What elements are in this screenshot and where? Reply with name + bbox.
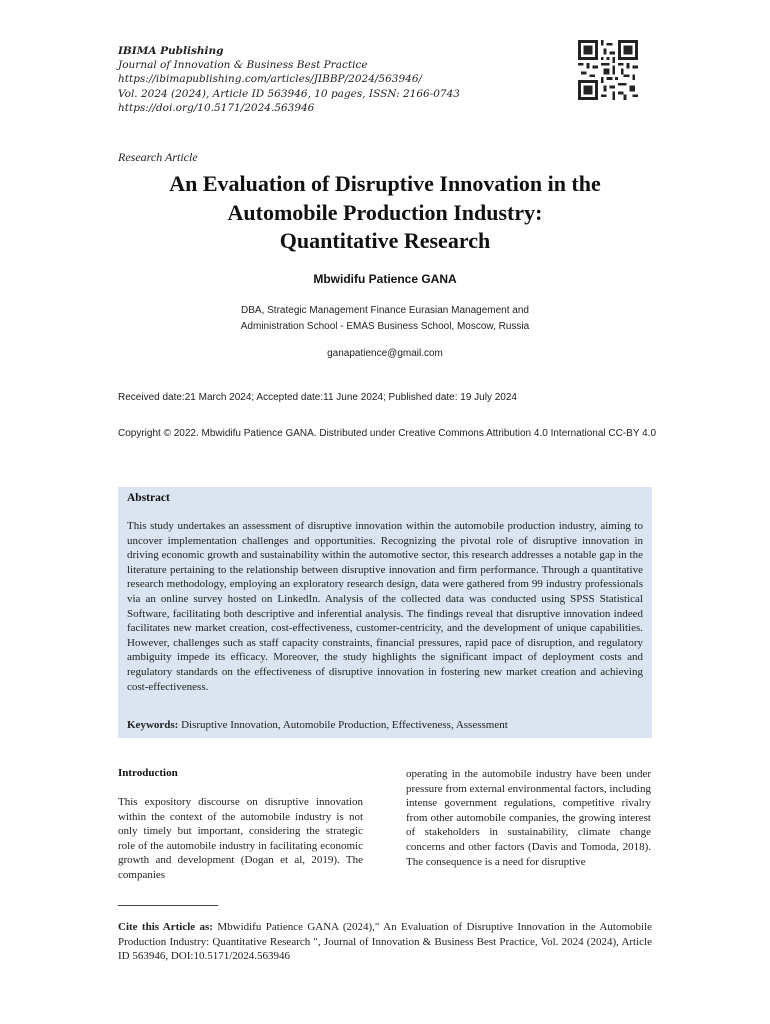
title-line: An Evaluation of Disruptive Innovation in the	[169, 171, 601, 196]
keywords-label: Keywords:	[127, 719, 179, 731]
article-title	[110, 170, 660, 256]
abstract-heading: Abstract	[127, 492, 170, 504]
keywords	[127, 719, 508, 731]
journal-name: Journal of Innovation & Business Best Practice	[118, 59, 368, 72]
footnote-divider	[118, 905, 218, 906]
introduction-left-column: This expository discourse on disruptive innovation within the context of the automobile industry is not only timely but important, considering the strategic role of the automobile industry in facilitating economic growth and development (Dogan et al, 2019). The companies	[118, 796, 363, 881]
citation-label: Cite this Article as:	[118, 921, 213, 933]
citation-text: Mbwidifu Patience GANA (2024)," An Evaluation of Disruptive Innovation in the Automobile Production Industry: Quantitative Research ", Journal of Innovation & Business Best Practice, Vol. 2024 (2024), Article ID 563946, DOI:10.5171/2024.563946	[118, 921, 653, 963]
copyright-notice: Copyright © 2022. Mbwidifu Patience GANA. Distributed under Creative Commons Attribution 4.0 International CC-BY 4.0	[118, 428, 657, 439]
publisher-name: IBIMA Publishing	[118, 45, 224, 57]
introduction-heading: Introduction	[118, 767, 178, 779]
doi-link[interactable]: https://doi.org/10.5171/2024.563946	[118, 101, 315, 114]
publisher-info	[118, 44, 460, 115]
affiliation	[0, 303, 770, 335]
affiliation-line: Administration School - EMAS Business School, Moscow, Russia	[240, 321, 530, 332]
volume-info: Vol. 2024 (2024), Article ID 563946, 10 pages, ISSN: 2166-0743	[118, 87, 460, 100]
qr-code-icon	[578, 40, 638, 100]
keywords-list: Disruptive Innovation, Automobile Production, Effectiveness, Assessment	[181, 719, 508, 731]
citation	[118, 920, 652, 964]
author-name: Mbwidifu Patience GANA	[313, 272, 457, 286]
abstract-text: This study undertakes an assessment of disruptive innovation within the automobile production industry, aiming to uncover implementation challenges and opportunities. Recognizing the pivotal role of disruptive innovation in driving economic growth and sustainability within the automotive sector, this research addresses a notable gap in the literature pertaining to the relationship between disruptive innovation and firm performance. Through a quantitative research methodology, employing an exploratory research design, data were gathered from 99 industry professionals via an online survey hosted on LinkedIn. Analysis of the collected data was conducted using SPSS Statistical Software, facilitating both descriptive and inferential analysis. The findings reveal that disruptive innovation indeed facilitates new market creation, cost-effectiveness, customer-centricity, and the development of unique capabilities. However, challenges such as staff capacity constraints, financial pressures, rapid pace of disruption, and regulatory ambiguity impede its efficacy. Moreover, the study highlights the significant impact of deployment costs and regulatory standards on the effectiveness of disruptive innovation in fostering new market creation and achieving cost-effectiveness.	[127, 520, 643, 693]
title-line: Quantitative Research	[279, 228, 491, 253]
affiliation-line: DBA, Strategic Management Finance Eurasian Management and	[241, 305, 529, 316]
article-url[interactable]: https://ibimapublishing.com/articles/JIBBP/2024/563946/	[118, 73, 423, 86]
article-type: Research Article	[118, 150, 198, 164]
introduction-right-column: operating in the automobile industry have been under pressure from external environmental factors, including intense government regulations, competitive rivalry from other automobile companies, the growing interest of stakeholders in sustainability, climate change concerns and other factors (Davis and Tomoda, 2018). The consequence is a need for disruptive	[406, 768, 651, 868]
author-email[interactable]: ganapatience@gmail.com	[327, 348, 443, 359]
title-line: Automobile Production Industry:	[227, 199, 543, 225]
publication-dates: Received date:21 March 2024; Accepted date:11 June 2024; Published date: 19 July 2024	[118, 392, 517, 403]
abstract-box	[118, 487, 652, 738]
